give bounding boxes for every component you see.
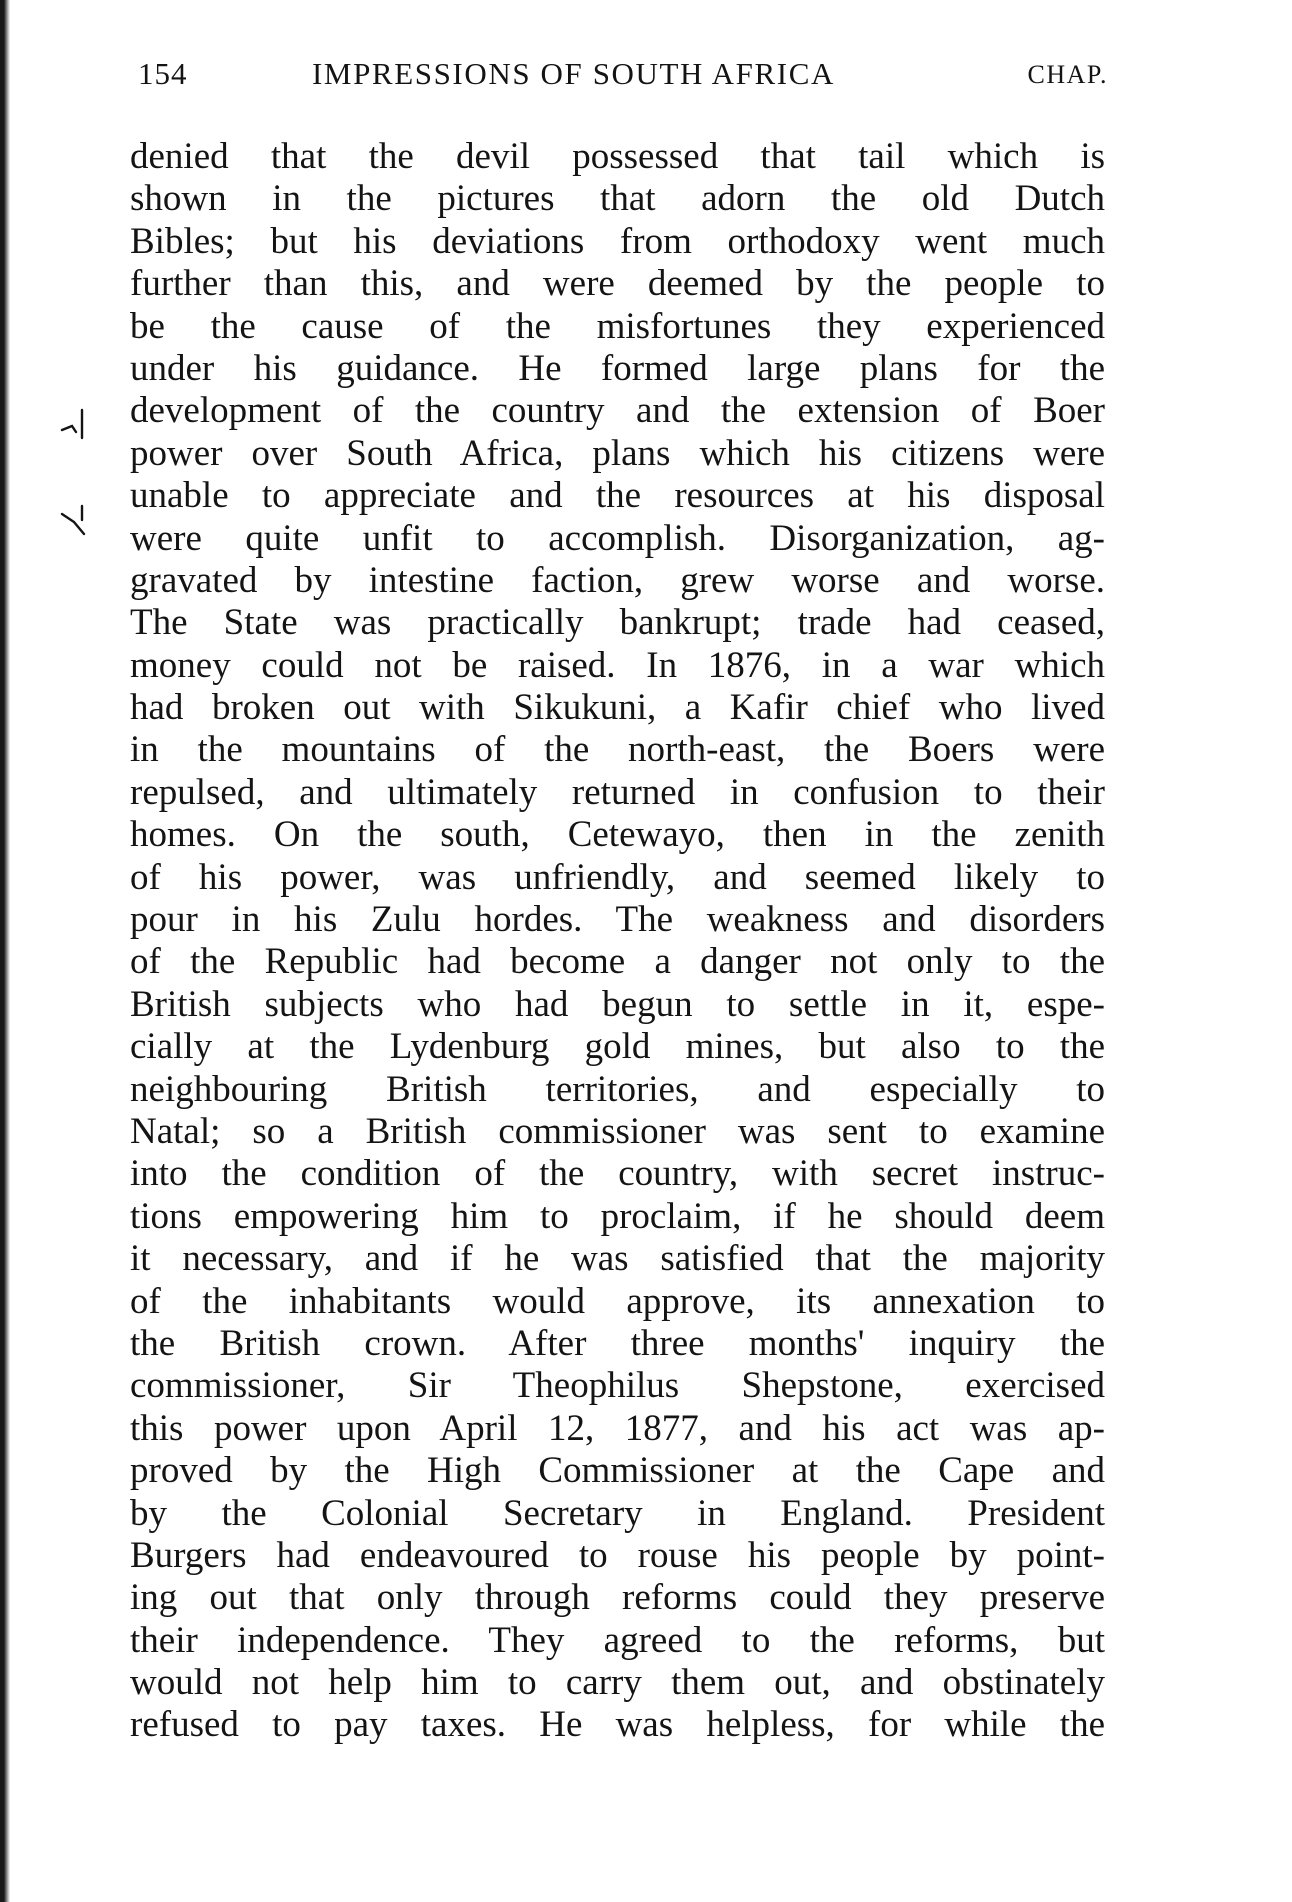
text-line: by the Colonial Secretary in England. President [130, 1492, 1105, 1534]
text-line: The State was practically bankrupt; trade had ceased, [130, 602, 1105, 644]
text-line: under his guidance. He formed large plans for the [130, 347, 1105, 389]
text-line: money could not be raised. In 1876, in a war which [130, 644, 1105, 686]
chapter-abbreviation: CHAP. [1027, 60, 1108, 89]
text-line: refused to pay taxes. He was helpless, for while the [130, 1704, 1105, 1746]
text-line: were quite unfit to accomplish. Disorganization, ag- [130, 517, 1105, 559]
page-number: 154 [138, 56, 188, 91]
text-line: this power upon April 12, 1877, and his act was ap- [130, 1407, 1105, 1449]
text-line: the British crown. After three months' inquiry the [130, 1322, 1105, 1364]
text-line: proved by the High Commissioner at the Cape and [130, 1450, 1105, 1492]
margin-check-mark-icon [58, 500, 102, 540]
text-line: British subjects who had begun to settle in it, espe- [130, 983, 1105, 1025]
text-line: be the cause of the misfortunes they experienced [130, 305, 1105, 347]
text-line: pour in his Zulu hordes. The weakness and disorders [130, 899, 1105, 941]
text-line: would not help him to carry them out, and obstinately [130, 1662, 1105, 1704]
text-line: power over South Africa, plans which his citizens were [130, 432, 1105, 474]
text-line: had broken out with Sikukuni, a Kafir chief who lived [130, 687, 1105, 729]
text-line: Bibles; but his deviations from orthodoxy went much [130, 220, 1105, 262]
text-line: tions empowering him to proclaim, if he should deem [130, 1195, 1105, 1237]
text-line: of the inhabitants would approve, its annexation to [130, 1280, 1105, 1322]
margin-annotations [58, 400, 118, 580]
text-line: ing out that only through reforms could they preserve [130, 1577, 1105, 1619]
text-line: gravated by intestine faction, grew worse and worse. [130, 559, 1105, 601]
text-line: commissioner, Sir Theophilus Shepstone, exercised [130, 1365, 1105, 1407]
text-line: it necessary, and if he was satisfied that the majority [130, 1238, 1105, 1280]
text-line: in the mountains of the north-east, the Boers were [130, 729, 1105, 771]
text-line: into the condition of the country, with secret instruc- [130, 1153, 1105, 1195]
text-line: repulsed, and ultimately returned in confusion to their [130, 771, 1105, 813]
text-line: homes. On the south, Cetewayo, then in the zenith [130, 814, 1105, 856]
text-line: neighbouring British territories, and especially to [130, 1068, 1105, 1110]
text-line: shown in the pictures that adorn the old Dutch [130, 178, 1105, 220]
text-line: cially at the Lydenburg gold mines, but also to the [130, 1026, 1105, 1068]
text-line: Burgers had endeavoured to rouse his people by point- [130, 1534, 1105, 1576]
text-line: Natal; so a British commissioner was sent to examine [130, 1110, 1105, 1152]
text-line: further than this, and were deemed by the people to [130, 263, 1105, 305]
running-header [128, 56, 1108, 104]
body-text [130, 136, 1105, 1747]
text-line: unable to appreciate and the resources at his disposal [130, 475, 1105, 517]
text-line: their independence. They agreed to the reforms, but [130, 1619, 1105, 1661]
margin-check-mark-icon [58, 404, 102, 444]
text-line: denied that the devil possessed that tail which is [130, 136, 1105, 177]
running-title: IMPRESSIONS OF SOUTH AFRICA [312, 56, 835, 91]
binding-edge [0, 0, 10, 1902]
text-line: of the Republic had become a danger not only to the [130, 941, 1105, 983]
text-line: of his power, was unfriendly, and seemed likely to [130, 856, 1105, 898]
text-line: development of the country and the extension of Boer [130, 390, 1105, 432]
